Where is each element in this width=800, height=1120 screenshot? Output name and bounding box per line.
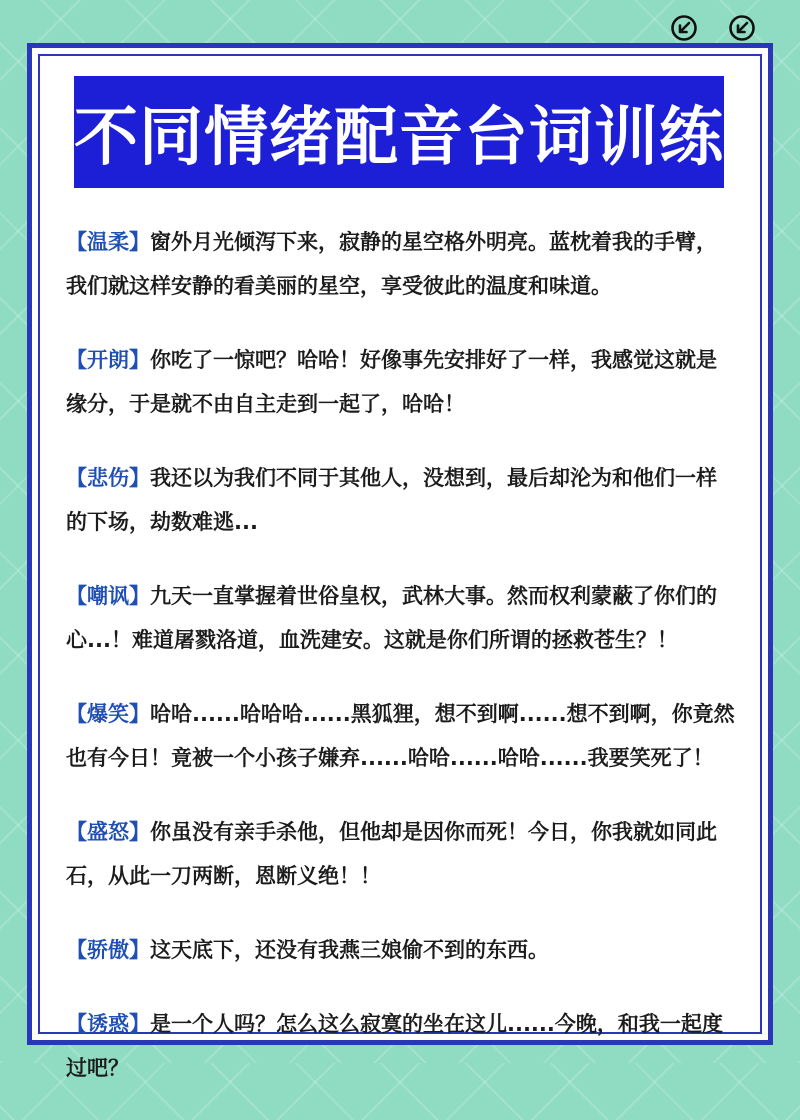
page-title: 不同情绪配音台词训练	[74, 101, 724, 175]
title-band	[74, 76, 724, 188]
emotion-tag: 【悲伤】	[66, 466, 150, 490]
emotion-tag: 【骄傲】	[66, 938, 150, 962]
dialogue-text: 窗外月光倾泻下来，寂静的星空格外明亮。蓝枕着我的手臂，我们就这样安静的看美丽的星空，享受彼此的温度和味道。	[66, 230, 717, 298]
collapse-arrow-icon[interactable]	[670, 14, 698, 42]
dialogue-text: 你虽没有亲手杀他，但他却是因你而死！今日，你我就如同此石，从此一刀两断，恩断义绝！！	[66, 820, 717, 888]
dialogue-entry-gentle	[66, 220, 736, 308]
dialogue-text: 这天底下，还没有我燕三娘偷不到的东西。	[150, 938, 549, 962]
dialogue-entry-proud	[66, 928, 736, 972]
dialogue-list	[66, 220, 736, 1120]
dialogue-text: 哈哈......哈哈哈......黑狐狸，想不到啊......想不到啊，你竟然也有今日！竟被一个小孩子嫌弃......哈哈......哈哈......我要笑死了！	[66, 702, 735, 770]
dialogue-entry-sad	[66, 456, 736, 544]
collapse-arrow-icon[interactable]	[728, 14, 756, 42]
dialogue-text: 我还以为我们不同于其他人，没想到，最后却沦为和他们一样的下场，劫数难逃...	[66, 466, 717, 534]
emotion-tag: 【嘲讽】	[66, 584, 150, 608]
dialogue-entry-sarcastic	[66, 574, 736, 662]
dialogue-entry-laughing	[66, 692, 736, 780]
emotion-tag: 【诱惑】	[66, 1012, 150, 1036]
corner-icons	[670, 14, 756, 42]
emotion-tag: 【开朗】	[66, 348, 150, 372]
emotion-tag: 【温柔】	[66, 230, 150, 254]
content-card	[27, 43, 773, 1080]
dialogue-text: 是一个人吗？怎么这么寂寞的坐在这儿......今晚，和我一起度过吧？	[66, 1012, 723, 1080]
dialogue-entry-furious	[66, 810, 736, 898]
dialogue-text: 你吃了一惊吧？哈哈！好像事先安排好了一样，我感觉这就是缘分，于是就不由自主走到一起了，哈哈！	[66, 348, 717, 416]
dialogue-entry-seductive	[66, 1002, 736, 1090]
emotion-tag: 【爆笑】	[66, 702, 150, 726]
emotion-tag: 【盛怒】	[66, 820, 150, 844]
dialogue-text: 九天一直掌握着世俗皇权，武林大事。然而权利蒙蔽了你们的心...！难道屠戮洛道，血洗建安。这就是你们所谓的拯救苍生？！	[66, 584, 717, 652]
dialogue-entry-cheerful	[66, 338, 736, 426]
